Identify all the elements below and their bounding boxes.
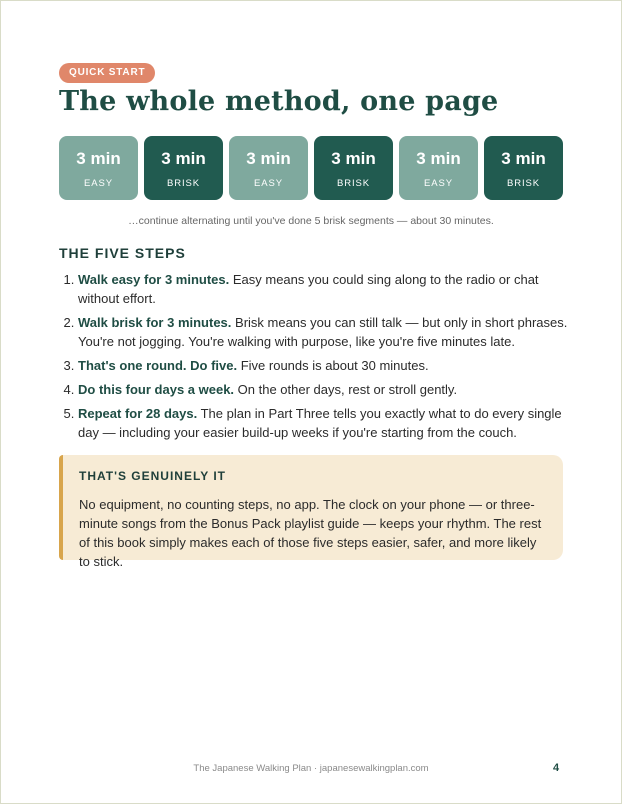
segment-duration: 3 min	[246, 149, 291, 168]
segment-brisk	[484, 136, 563, 200]
segment-easy	[229, 136, 308, 200]
list-item	[78, 313, 578, 351]
segment-duration: 3 min	[416, 149, 461, 168]
step-lead: Walk easy for 3 minutes.	[78, 272, 230, 287]
segment-duration: 3 min	[76, 149, 121, 168]
segment-label: EASY	[424, 178, 453, 189]
interval-segments	[59, 136, 563, 200]
step-text: The plan in Part Three tells you exactly what to do every single day — including your easier build-up weeks if you're starting from the couch.	[78, 406, 562, 440]
callout-box	[59, 455, 563, 569]
quick-start-badge: QUICK START	[59, 63, 155, 83]
footer-text: The Japanese Walking Plan · japanesewalkingplan.com	[193, 763, 429, 774]
segment-easy	[59, 136, 138, 200]
segment-duration: 3 min	[161, 149, 206, 168]
segments-caption: …continue alternating until you've done 5 brisk segments — about 30 minutes.	[128, 215, 494, 227]
step-lead: That's one round. Do five.	[78, 358, 238, 373]
segment-label: BRISK	[336, 178, 370, 189]
steps-heading: THE FIVE STEPS	[59, 245, 186, 261]
segment-brisk	[144, 136, 223, 200]
list-item	[78, 404, 578, 442]
callout-title: THAT'S GENUINELY IT	[79, 469, 226, 483]
segment-label: EASY	[84, 178, 113, 189]
step-text: On the other days, rest or stroll gently.	[234, 382, 458, 397]
step-text: Easy means you could sing along to the radio or chat without effort.	[78, 272, 539, 306]
steps-list	[59, 270, 578, 447]
segment-label: EASY	[254, 178, 283, 189]
segment-duration: 3 min	[331, 149, 376, 168]
segment-duration: 3 min	[501, 149, 546, 168]
step-lead: Walk brisk for 3 minutes.	[78, 315, 232, 330]
segment-label: BRISK	[166, 178, 200, 189]
step-lead: Repeat for 28 days.	[78, 406, 198, 421]
list-item	[78, 270, 578, 308]
list-item	[78, 356, 578, 375]
segment-brisk	[314, 136, 393, 200]
list-item	[78, 380, 578, 399]
page-title: The whole method, one page	[59, 86, 499, 117]
step-lead: Do this four days a week.	[78, 382, 235, 397]
segment-label: BRISK	[506, 178, 540, 189]
segment-easy	[399, 136, 478, 200]
step-text: Five rounds is about 30 minutes.	[237, 358, 429, 373]
page-number: 4	[553, 762, 560, 774]
step-text: Brisk means you can still talk — but only in short phrases. You're not jogging. You're walking with purpose, like you're five minutes late.	[78, 315, 568, 349]
callout-body: No equipment, no counting steps, no app. The clock on your phone — or three-minute songs from the Bonus Pack playlist guide — keeps your rhythm. The rest of this book simply makes each of those five steps easier, safer, and more likely to stick.	[79, 497, 542, 569]
